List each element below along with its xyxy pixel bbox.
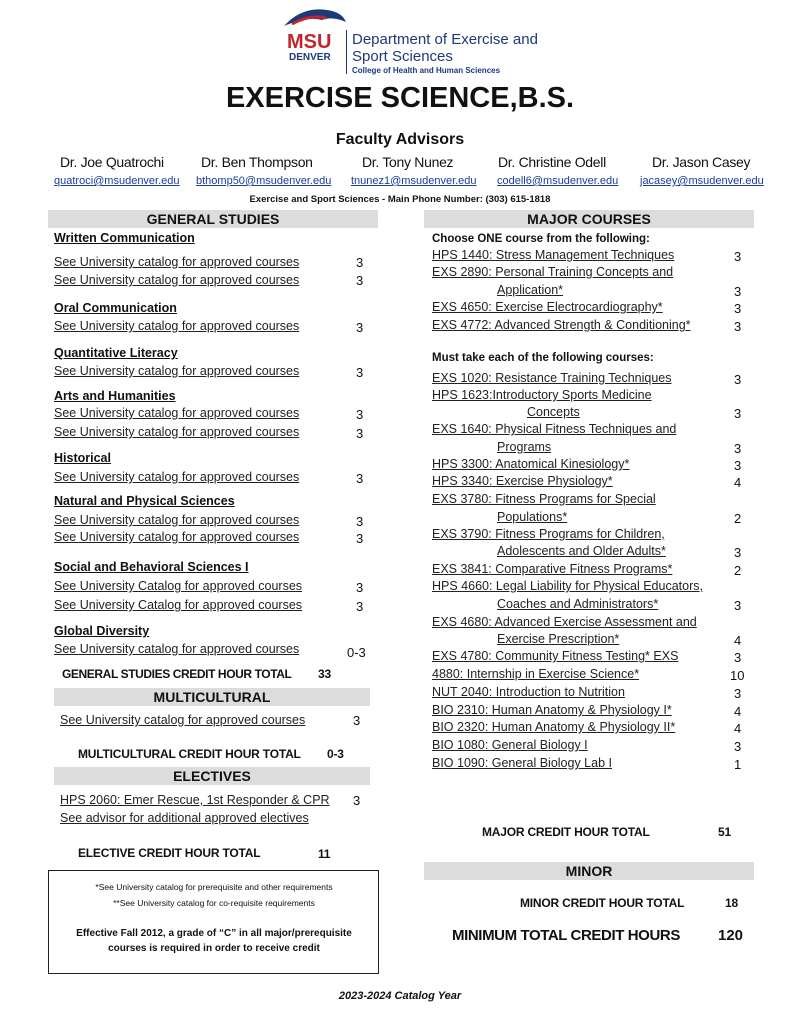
catalog-link[interactable]: See University catalog for approved courses xyxy=(54,364,300,378)
catalog-link[interactable]: See University catalog for approved courses xyxy=(54,273,300,287)
credit: 0-3 xyxy=(347,645,366,660)
major-course-link[interactable]: HPS 1623:Introductory Sports Medicine xyxy=(432,388,652,402)
major-course-link[interactable]: EXS 3780: Fitness Programs for Special xyxy=(432,492,656,506)
logo-denver: DENVER xyxy=(289,52,331,63)
major-course-link[interactable]: NUT 2040: Introduction to Nutrition xyxy=(432,685,625,699)
general-total-label: GENERAL STUDIES CREDIT HOUR TOTAL xyxy=(62,667,292,681)
dept-line2: Sport Sciences xyxy=(352,48,453,65)
catalog-link[interactable]: See University catalog for approved courses xyxy=(54,319,300,333)
major-course-link[interactable]: HPS 3300: Anatomical Kinesiology* xyxy=(432,457,630,471)
catalog-link[interactable]: See University catalog for approved courses xyxy=(54,255,300,269)
catalog-link[interactable]: See University catalog for approved courses xyxy=(54,642,300,656)
advisor-email-link[interactable]: jacasey@msudenver.edu xyxy=(640,175,764,187)
section-heading: Oral Communication xyxy=(54,301,177,315)
major-course-link[interactable]: Application* xyxy=(497,283,564,297)
elective-total-label: ELECTIVE CREDIT HOUR TOTAL xyxy=(78,846,261,860)
grand-total-label: MINIMUM TOTAL CREDIT HOURS xyxy=(452,927,680,944)
major-course-link[interactable]: EXS 2890: Personal Training Concepts and xyxy=(432,265,674,279)
section-heading: Social and Behavioral Sciences I xyxy=(54,560,249,574)
major-course-link[interactable]: 4880: Internship in Exercise Science* xyxy=(432,667,640,681)
advisor-email-link[interactable]: quatroci@msudenver.edu xyxy=(54,175,180,187)
course-credit: 3 xyxy=(734,372,742,387)
major-course-link[interactable]: EXS 4650: Exercise Electrocardiography* xyxy=(432,300,663,314)
minor-total: 18 xyxy=(725,896,738,910)
logo-divider xyxy=(346,30,347,74)
major-course-link[interactable]: EXS 4780: Community Fitness Testing* EXS xyxy=(432,649,679,663)
advisor-email-link[interactable]: codell6@msudenver.edu xyxy=(497,175,619,187)
elective-course-link[interactable]: HPS 2060: Emer Rescue, 1st Responder & CPR xyxy=(60,793,330,807)
credit: 3 xyxy=(353,713,361,728)
catalog-link[interactable]: See University catalog for approved courses xyxy=(54,425,300,439)
section-heading: Historical xyxy=(54,451,111,465)
credit: 3 xyxy=(356,514,364,529)
major-course-link[interactable]: BIO 1090: General Biology Lab I xyxy=(432,756,612,770)
credit: 3 xyxy=(356,580,364,595)
multicultural-heading: MULTICULTURAL xyxy=(54,688,370,706)
elective-total: 11 xyxy=(318,847,331,861)
course-credit: 3 xyxy=(734,249,742,264)
choose-one-label: Choose ONE course from the following: xyxy=(432,233,650,245)
logo-msu: MSU xyxy=(287,31,332,53)
course-credit: 10 xyxy=(730,668,745,683)
phone-number: Exercise and Sport Sciences - Main Phone Number: (303) 615-1818 xyxy=(249,194,551,205)
major-course-link[interactable]: Populations* xyxy=(497,510,568,524)
section-heading: Quantitative Literacy xyxy=(54,346,178,360)
major-course-link[interactable]: Coaches and Administrators* xyxy=(497,597,659,611)
advisor-name: Dr. Jason Casey xyxy=(652,154,751,170)
major-course-link[interactable]: BIO 2320: Human Anatomy & Physiology II* xyxy=(432,720,676,734)
major-course-link[interactable]: HPS 4660: Legal Liability for Physical Educators, xyxy=(432,579,703,593)
major-course-link[interactable]: BIO 1080: General Biology I xyxy=(432,738,588,752)
catalog-year: 2023-2024 Catalog Year xyxy=(338,990,462,1002)
catalog-link[interactable]: See University catalog for approved courses xyxy=(54,406,300,420)
advisor-email-link[interactable]: tnunez1@msudenver.edu xyxy=(351,175,477,187)
credit: 3 xyxy=(356,471,364,486)
advisor-name: Dr. Joe Quatrochi xyxy=(60,154,164,170)
must-take-label: Must take each of the following courses: xyxy=(432,352,654,364)
major-course-link[interactable]: EXS 3841: Comparative Fitness Programs* xyxy=(432,562,673,576)
credit: 3 xyxy=(356,599,364,614)
dept-line1: Department of Exercise and xyxy=(352,31,538,48)
catalog-link[interactable]: See University Catalog for approved courses xyxy=(54,598,303,612)
course-credit: 3 xyxy=(734,319,742,334)
course-credit: 3 xyxy=(734,739,742,754)
note-coreq: **See University catalog for co-requisite requirements xyxy=(113,898,315,908)
course-credit: 4 xyxy=(734,721,742,736)
credit: 3 xyxy=(356,426,364,441)
section-heading: Written Communication xyxy=(54,231,195,245)
course-credit: 4 xyxy=(734,633,742,648)
major-course-link[interactable]: Programs xyxy=(497,440,552,454)
advisor-name: Dr. Christine Odell xyxy=(498,154,606,170)
course-credit: 3 xyxy=(734,598,742,613)
major-course-link[interactable]: EXS 4680: Advanced Exercise Assessment and xyxy=(432,615,697,629)
section-heading: Arts and Humanities xyxy=(54,389,176,403)
major-course-link[interactable]: EXS 1640: Physical Fitness Techniques and xyxy=(432,422,677,436)
credit: 3 xyxy=(356,273,364,288)
credit: 3 xyxy=(356,365,364,380)
major-course-link[interactable]: Adolescents and Older Adults* xyxy=(497,544,666,558)
note-grade-1: Effective Fall 2012, a grade of “C” in all major/prerequisite xyxy=(76,928,352,939)
catalog-link[interactable]: See University Catalog for approved courses xyxy=(54,579,303,593)
advisor-name: Dr. Ben Thompson xyxy=(201,154,313,170)
section-heading: Global Diversity xyxy=(54,624,150,638)
catalog-link[interactable]: See University catalog for approved courses xyxy=(60,713,306,727)
major-total: 51 xyxy=(718,825,731,839)
catalog-link[interactable]: See University catalog for approved courses xyxy=(54,470,300,484)
grand-total: 120 xyxy=(718,927,744,944)
course-credit: 3 xyxy=(734,686,742,701)
advisor-electives-link[interactable]: See advisor for additional approved electives xyxy=(60,811,309,825)
advisor-email-link[interactable]: bthomp50@msudenver.edu xyxy=(196,175,332,187)
note-prereq: *See University catalog for prerequisite and other requirements xyxy=(95,882,333,892)
course-credit: 3 xyxy=(734,301,742,316)
credit: 3 xyxy=(356,407,364,422)
course-credit: 2 xyxy=(734,563,742,578)
course-credit: 3 xyxy=(734,284,742,299)
course-credit: 2 xyxy=(734,511,742,526)
course-credit: 3 xyxy=(734,545,742,560)
credit: 3 xyxy=(356,255,364,270)
minor-total-label: MINOR CREDIT HOUR TOTAL xyxy=(520,896,685,910)
course-credit: 3 xyxy=(734,458,742,473)
course-credit: 1 xyxy=(734,757,742,772)
note-grade-2: courses is required in order to receive credit xyxy=(108,943,320,954)
course-credit: 4 xyxy=(734,475,742,490)
credit: 3 xyxy=(353,793,361,808)
college-name: College of Health and Human Sciences xyxy=(352,66,501,75)
major-course-link[interactable]: Exercise Prescription* xyxy=(497,632,620,646)
major-courses-heading: MAJOR COURSES xyxy=(424,210,754,228)
course-credit: 3 xyxy=(734,441,742,456)
section-heading: Natural and Physical Sciences xyxy=(54,494,235,508)
general-total: 33 xyxy=(318,667,331,681)
electives-heading: ELECTIVES xyxy=(54,767,370,785)
credit: 3 xyxy=(356,320,364,335)
course-credit: 3 xyxy=(734,650,742,665)
major-course-link[interactable]: Concepts xyxy=(527,405,580,419)
course-credit: 3 xyxy=(734,406,742,421)
major-course-link[interactable]: BIO 2310: Human Anatomy & Physiology I* xyxy=(432,703,672,717)
catalog-link[interactable]: See University catalog for approved courses xyxy=(54,513,300,527)
advisors-heading: Faculty Advisors xyxy=(335,131,465,148)
major-course-link[interactable]: EXS 3790: Fitness Programs for Children, xyxy=(432,527,665,541)
page-title: EXERCISE SCIENCE,B.S. xyxy=(225,82,575,114)
major-course-link[interactable]: HPS 3340: Exercise Physiology* xyxy=(432,474,613,488)
major-course-link[interactable]: EXS 4772: Advanced Strength & Conditioning* xyxy=(432,318,691,332)
major-course-link[interactable]: EXS 1020: Resistance Training Techniques xyxy=(432,371,672,385)
credit: 3 xyxy=(356,531,364,546)
advisor-name: Dr. Tony Nunez xyxy=(362,154,454,170)
general-studies-heading: GENERAL STUDIES xyxy=(48,210,378,228)
multicultural-total-label: MULTICULTURAL CREDIT HOUR TOTAL xyxy=(78,747,301,761)
hawk-logo-icon xyxy=(282,4,348,32)
minor-heading: MINOR xyxy=(424,862,754,880)
major-course-link[interactable]: HPS 1440: Stress Management Techniques xyxy=(432,248,675,262)
course-credit: 4 xyxy=(734,704,742,719)
major-total-label: MAJOR CREDIT HOUR TOTAL xyxy=(482,825,650,839)
multicultural-total: 0-3 xyxy=(327,747,344,761)
catalog-link[interactable]: See University catalog for approved courses xyxy=(54,530,300,544)
